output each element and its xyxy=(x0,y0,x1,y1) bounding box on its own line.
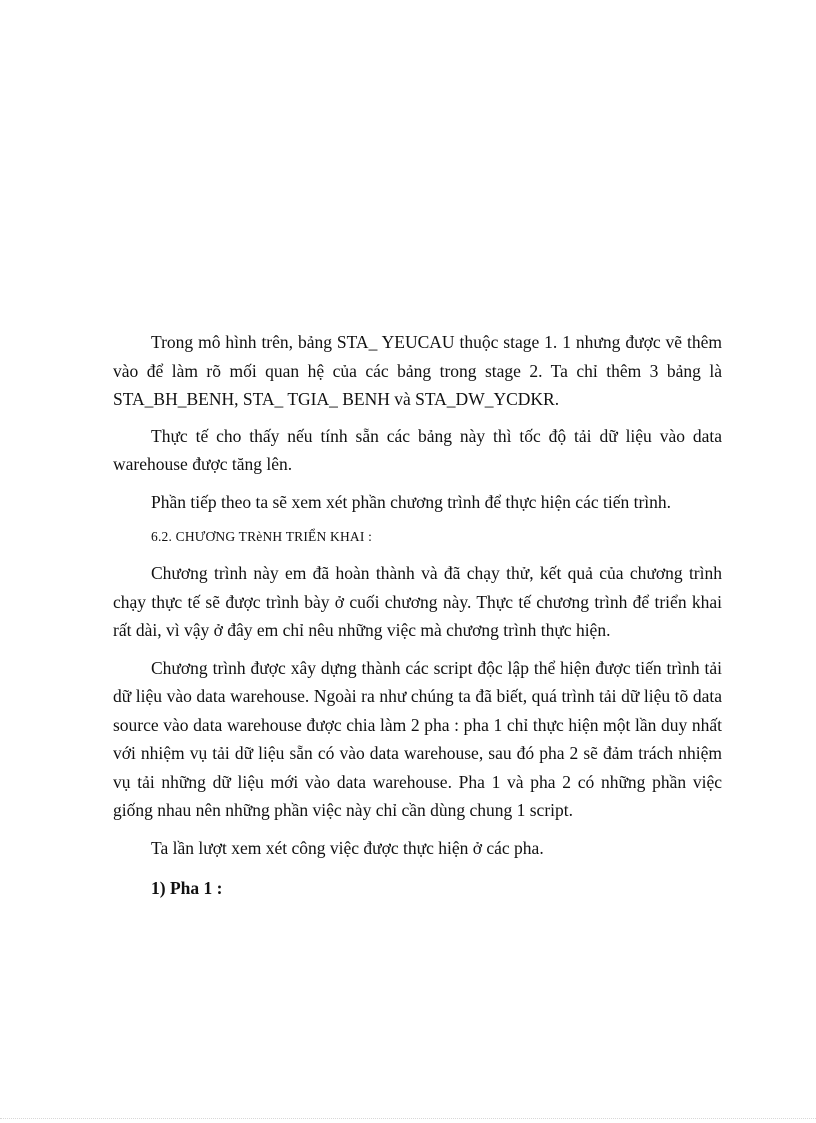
paragraph-model-description: Trong mô hình trên, bảng STA_ YEUCAU thuộc stage 1. 1 nhưng được vẽ thêm vào để làm rõ mối quan hệ của các bảng trong stage 2. Ta chỉ thêm 3 bảng là STA_BH_BENH, STA_ TGIA_ BENH và STA_DW_YCDKR. xyxy=(113,332,722,409)
paragraph-performance-note: Thực tế cho thấy nếu tính sẵn các bảng này thì tốc độ tải dữ liệu vào data warehouse được tăng lên. xyxy=(113,425,722,474)
page-bottom-divider xyxy=(0,1118,816,1119)
document-body xyxy=(113,328,722,902)
paragraph-program-status: Chương trình này em đã hoàn thành và đã chạy thử, kết quả của chương trình chạy thực tế sẽ được trình bày ở cuối chương này. Thực tế chương trình để triển khai rất dài, vì vậy ở đây em chỉ nêu những việc mà chương trình thực hiện. xyxy=(113,563,722,640)
paragraph-next-section-intro: Phần tiếp theo ta sẽ xem xét phần chương trình để thực hiện các tiến trình. xyxy=(151,491,672,512)
paragraph-phase-overview: Ta lần lượt xem xét công việc được thực hiện ở các pha. xyxy=(151,837,544,858)
subsection-heading: 1) Pha 1 : xyxy=(151,878,223,898)
section-heading: 6.2. CHƯƠNG TRèNH TRIỂN KHAI : xyxy=(151,529,373,544)
paragraph-program-structure: Chương trình được xây dựng thành các script độc lập thể hiện được tiến trình tải dữ liệu vào data warehouse. Ngoài ra như chúng ta đã biết, quá trình tải dữ liệu tõ data source vào data warehouse được chia làm 2 pha : pha 1 chỉ thực hiện một lần duy nhất với nhiệm vụ tải dữ liệu sẵn có vào data warehouse, sau đó pha 2 sẽ đảm trách nhiệm vụ tải những dữ liệu mới vào data warehouse. Pha 1 và pha 2 có những phần việc giống nhau nên những phần việc này chỉ cần dùng chung 1 script. xyxy=(113,657,722,820)
